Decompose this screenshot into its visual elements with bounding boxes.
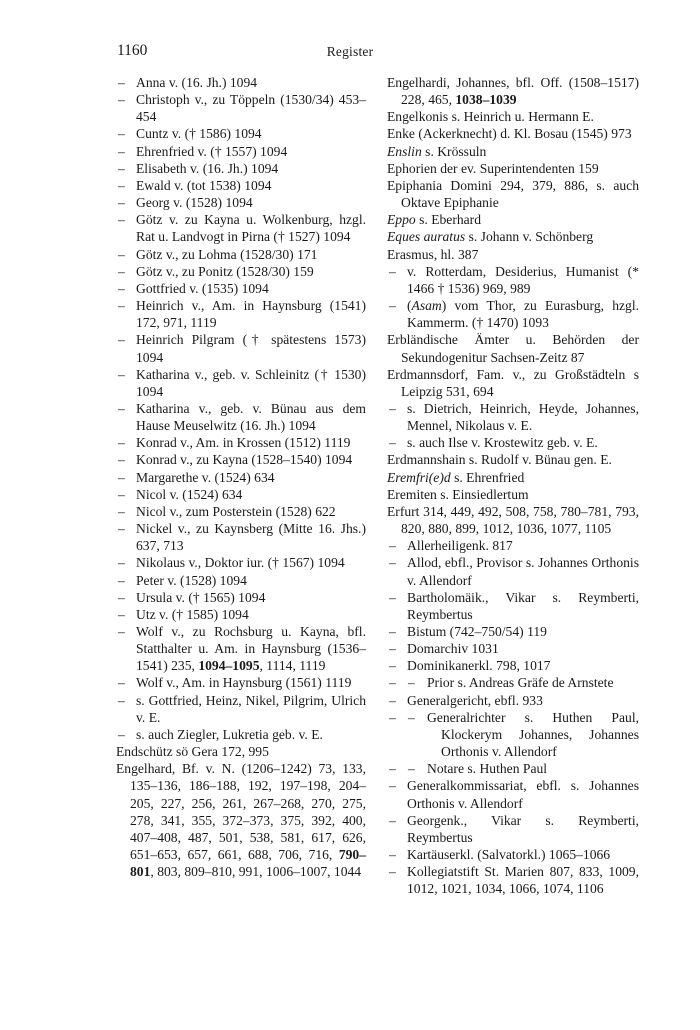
- index-entry: [116, 726, 366, 743]
- index-entry: [116, 263, 366, 280]
- index-entry-text: [136, 555, 345, 570]
- index-entry-text: [116, 744, 269, 759]
- entry-text-segment: ) vom Thor, zu Eurasburg, hzgl. Kammerm. († 1470) 1093: [407, 298, 639, 331]
- index-entry-text: [136, 590, 265, 605]
- index-entry-text: [427, 675, 613, 690]
- index-entry-text: [136, 247, 317, 262]
- index-entry: [387, 709, 639, 760]
- index-entry-text: [136, 624, 366, 673]
- index-entry: [116, 606, 366, 623]
- index-entry: [387, 640, 639, 657]
- index-entry-text: [136, 470, 275, 485]
- index-entry-text: [136, 452, 352, 467]
- index-entry-text: [136, 504, 336, 519]
- entry-text-segment: Götz v., zu Lohma (1528/30) 171: [136, 246, 318, 262]
- index-entry: [116, 366, 366, 400]
- index-entry: [116, 503, 366, 520]
- index-entry-text: [136, 281, 269, 296]
- subentry-dash: –: [118, 332, 125, 348]
- subentry-dash: –: [118, 366, 125, 382]
- subentry-dash: –: [408, 709, 415, 725]
- entry-text-segment: Epiphania Domini 294, 379, 886, s. auch Oktave Epiphanie: [387, 177, 639, 211]
- entry-text-segment: Anna v. (16. Jh.) 1094: [136, 75, 258, 90]
- entry-text-segment: Dominikanerkl. 798, 1017: [407, 658, 551, 674]
- index-entry-text: [387, 367, 639, 399]
- subentry-dash: –: [389, 709, 396, 725]
- entry-text-segment: Ursula v. († 1565) 1094: [136, 589, 266, 605]
- subentry-dash: –: [118, 555, 125, 571]
- index-entry: [387, 366, 639, 400]
- index-entry: [387, 692, 639, 709]
- index-entry: [116, 743, 366, 760]
- subentry-dash: –: [389, 624, 396, 639]
- index-entry: [387, 125, 639, 142]
- entry-text-segment: s. Johann v. Schönberg: [465, 229, 594, 245]
- index-entry: [116, 623, 366, 674]
- entry-text-segment: Heinrich Pilgram († spätestens 1573) 1094: [136, 332, 366, 365]
- subentry-dash: –: [118, 486, 125, 502]
- index-entry-text: [136, 161, 278, 176]
- entry-text-segment: Generalrichter s. Huthen Paul, Klockerym Johannes, Johannes Orthonis v. Allendorf: [427, 709, 639, 760]
- entry-text-segment: , 803, 809–810, 991, 1006–1007, 1044: [150, 864, 362, 880]
- entry-text-segment: Prior s. Andreas Gräfe de Arnstete: [427, 675, 614, 691]
- entry-text-segment: Kollegiatstift St. Marien 807, 833, 1009, 1012, 1021, 1034, 1066, 1074, 1106: [407, 864, 639, 897]
- entry-text-segment: Ehrenfried v. († 1557) 1094: [136, 143, 288, 159]
- entry-text-segment: (: [407, 298, 412, 314]
- index-entry: [116, 572, 366, 589]
- entry-text-segment: , 1114, 1119: [259, 658, 326, 674]
- entry-text-segment: s. Krössuln: [421, 143, 487, 159]
- entry-text-segment: Erdmannshain s. Rudolf v. Bünau gen. E.: [387, 452, 612, 468]
- entry-text-segment: Notare s. Huthen Paul: [427, 761, 548, 777]
- index-entry: [387, 246, 639, 263]
- entry-text-segment: Wolf v., zu Rochsburg u. Kayna, bfl. Statthalter u. Am. in Haynsburg (1536–1541) 235,: [136, 624, 366, 674]
- index-entry-text: [136, 178, 271, 193]
- index-entry-text: [427, 709, 639, 760]
- index-entry: [387, 554, 639, 588]
- subentry-dash: –: [118, 469, 125, 485]
- entry-text-segment: v. Rotterdam, Desiderius, Humanist (* 1466 † 1536) 969, 989: [407, 263, 639, 296]
- subentry-dash: –: [118, 160, 125, 176]
- index-entry-text: [387, 178, 639, 210]
- index-entry-text: [116, 761, 366, 879]
- subentry-dash: –: [118, 589, 125, 605]
- index-entry-text: [136, 75, 257, 90]
- page-number: 1160: [117, 42, 148, 59]
- subentry-dash: –: [389, 692, 396, 708]
- subentry-dash: –: [389, 761, 396, 777]
- index-entry-text: [407, 401, 639, 433]
- entry-text-segment: Elisabeth v. (16. Jh.) 1094: [136, 160, 279, 176]
- index-entry-text: [136, 727, 323, 742]
- entry-text-segment: Peter v. (1528) 1094: [136, 572, 247, 588]
- index-entry: [116, 434, 366, 451]
- subentry-dash: –: [118, 624, 125, 639]
- subentry-dash: –: [389, 555, 396, 571]
- index-entry: [116, 554, 366, 571]
- index-entry: [116, 469, 366, 486]
- index-entry-text: [387, 229, 593, 244]
- entry-text-segment: Margarethe v. (1524) 634: [136, 469, 275, 485]
- subentry-dash: –: [389, 641, 396, 657]
- index-entry-text: [407, 641, 499, 656]
- index-entry-text: [136, 195, 253, 210]
- index-entry: [387, 177, 639, 211]
- subentry-dash: –: [389, 658, 396, 674]
- subentry-dash: –: [118, 143, 125, 159]
- index-entry: [116, 280, 366, 297]
- subentry-dash: –: [118, 75, 125, 90]
- bold-page-ref: 1038–1039: [455, 92, 517, 108]
- index-entry: [116, 91, 366, 125]
- entry-text-segment: Generalgericht, ebfl. 933: [407, 692, 543, 708]
- subentry-dash: –: [389, 675, 396, 691]
- index-entry: [116, 143, 366, 160]
- entry-text-segment: Generalkommissariat, ebfl. s. Johannes Orthonis v. Allendorf: [407, 778, 639, 811]
- index-entry-text: [387, 452, 612, 467]
- italic-term: Eremfri(e)d: [387, 469, 451, 485]
- index-entry: [116, 74, 366, 91]
- index-entry-text: [387, 470, 524, 485]
- index-entry-text: [136, 92, 366, 124]
- entry-text-segment: Cuntz v. († 1586) 1094: [136, 126, 262, 142]
- index-entry: [116, 451, 366, 468]
- index-entry-text: [136, 144, 287, 159]
- index-entry: [387, 400, 639, 434]
- index-entry-text: [136, 675, 351, 690]
- index-entry-text: [136, 435, 350, 450]
- index-entry-text: [407, 435, 598, 450]
- entry-text-segment: Konrad v., Am. in Krossen (1512) 1119: [136, 435, 351, 451]
- index-entry-text: [387, 126, 632, 141]
- index-entry: [387, 434, 639, 451]
- entry-text-segment: Eremiten s. Einsiedlertum: [387, 486, 529, 502]
- entry-text-segment: Nicol v. (1524) 634: [136, 486, 243, 502]
- index-entry-text: [387, 144, 486, 159]
- entry-text-segment: Georgenk., Vikar s. Reymberti, Reymbertus: [407, 812, 639, 845]
- index-entry-text: [387, 75, 639, 107]
- index-entry: [116, 177, 366, 194]
- index-entry-text: [136, 573, 247, 588]
- index-entry: [116, 246, 366, 263]
- subentry-dash: –: [389, 847, 396, 863]
- index-entry: [387, 537, 639, 554]
- entry-text-segment: Katharina v., geb. v. Schleinitz († 1530) 1094: [136, 366, 366, 399]
- index-entry: [387, 623, 639, 640]
- entry-text-segment: Nicol v., zum Posterstein (1528) 622: [136, 503, 336, 519]
- index-entry-text: [136, 367, 366, 399]
- subentry-dash: –: [118, 177, 125, 193]
- index-entry: [387, 863, 639, 897]
- subentry-dash: –: [118, 246, 125, 262]
- entry-text-segment: Götz v. zu Kayna u. Wolkenburg, hzgl. Rat u. Landvogt in Pirna († 1527) 1094: [136, 212, 366, 245]
- index-entry-text: [407, 847, 610, 862]
- subentry-dash: –: [118, 606, 125, 622]
- subentry-dash: –: [118, 280, 125, 296]
- index-entry: [387, 263, 639, 297]
- subentry-dash: –: [389, 400, 396, 416]
- subentry-dash: –: [118, 195, 125, 211]
- index-entry: [387, 589, 639, 623]
- subentry-dash: –: [389, 435, 396, 451]
- entry-text-segment: Bartholomäik., Vikar s. Reymberti, Reymbertus: [407, 589, 639, 622]
- index-entry: [116, 692, 366, 726]
- index-entry-text: [387, 332, 639, 364]
- entry-text-segment: Bistum (742–750/54) 119: [407, 624, 547, 639]
- index-entry: [116, 125, 366, 142]
- subentry-dash: –: [118, 521, 125, 537]
- index-column-right: [387, 74, 639, 898]
- index-entry-text: [136, 693, 366, 725]
- index-entry: [116, 589, 366, 606]
- index-entry: [387, 331, 639, 365]
- index-entry-text: [407, 693, 543, 708]
- entry-text-segment: Erfurt 314, 449, 492, 508, 758, 780–781, 793, 820, 880, 899, 1012, 1036, 1077, 1105: [387, 503, 639, 537]
- index-entry-text: [136, 401, 366, 433]
- index-entry-text: [136, 264, 314, 279]
- entry-text-segment: Georg v. (1528) 1094: [136, 195, 253, 211]
- entry-text-segment: Allerheiligenk. 817: [407, 538, 513, 554]
- entry-text-segment: Katharina v., geb. v. Bünau aus dem Hause Meuselwitz (16. Jh.) 1094: [136, 400, 366, 434]
- subentry-dash: –: [118, 400, 125, 416]
- entry-text-segment: Christoph v., zu Töppeln (1530/34) 453–454: [136, 92, 366, 125]
- entry-text-segment: Utz v. († 1585) 1094: [136, 606, 249, 622]
- index-entry-text: [136, 212, 366, 244]
- subentry-dash: –: [389, 812, 396, 828]
- entry-text-segment: Erasmus, hl. 387: [387, 246, 479, 262]
- italic-term: Asam: [411, 298, 442, 314]
- subentry-dash: –: [118, 263, 125, 279]
- bold-page-ref: 1094–1095: [198, 658, 260, 674]
- entry-text-segment: Gottfried v. (1535) 1094: [136, 280, 269, 296]
- entry-text-segment: Kartäuserkl. (Salvatorkl.) 1065–1066: [407, 847, 611, 863]
- index-entry: [116, 297, 366, 331]
- index-entry: [116, 674, 366, 691]
- subentry-dash: –: [118, 126, 125, 142]
- running-head: Register: [326, 44, 374, 59]
- index-entry: [116, 400, 366, 434]
- subentry-dash: –: [408, 675, 415, 691]
- index-entry-text: [387, 504, 639, 536]
- entry-text-segment: Erdmannsdorf, Fam. v., zu Großstädteln s Leipzig 531, 694: [387, 366, 639, 399]
- index-entry: [387, 486, 639, 503]
- italic-term: Eppo: [387, 212, 416, 228]
- entry-text-segment: s. auch Ilse v. Krostewitz geb. v. E.: [407, 435, 598, 451]
- subentry-dash: –: [118, 726, 125, 742]
- entry-text-segment: Engelhardi, Johannes, bfl. Off. (1508–1517) 228, 465,: [387, 75, 639, 108]
- entry-text-segment: Nikolaus v., Doktor iur. († 1567) 1094: [136, 555, 345, 571]
- entry-text-segment: Konrad v., zu Kayna (1528–1540) 1094: [136, 452, 353, 468]
- index-entry: [387, 108, 639, 125]
- entry-text-segment: Götz v., zu Ponitz (1528/30) 159: [136, 263, 314, 279]
- index-entry-text: [407, 555, 639, 587]
- subentry-dash: –: [118, 692, 125, 708]
- index-entry-text: [387, 161, 599, 176]
- index-entry: [116, 211, 366, 245]
- italic-term: Eques auratus: [387, 229, 466, 245]
- index-entry: [387, 760, 639, 777]
- entry-text-segment: Ephorien der ev. Superintendenten 159: [387, 160, 599, 176]
- index-entry: [387, 228, 639, 245]
- index-entry-text: [407, 538, 513, 553]
- subentry-dash: –: [118, 92, 125, 108]
- italic-term: Enslin: [387, 143, 422, 159]
- index-entry: [387, 846, 639, 863]
- index-entry-text: [407, 590, 639, 622]
- index-entry: [116, 520, 366, 554]
- entry-text-segment: Endschütz sö Gera 172, 995: [116, 744, 269, 760]
- index-entry: [387, 297, 639, 331]
- entry-text-segment: s. auch Ziegler, Lukretia geb. v. E.: [136, 726, 323, 742]
- index-entry: [387, 451, 639, 468]
- index-entry-text: [387, 212, 481, 227]
- subentry-dash: –: [118, 572, 125, 588]
- entry-text-segment: Nickel v., zu Kaynsberg (Mitte 16. Jhs.) 637, 713: [136, 521, 366, 554]
- subentry-dash: –: [389, 589, 396, 605]
- index-entry: [387, 657, 639, 674]
- index-entry: [387, 211, 639, 228]
- entry-text-segment: Erbländische Ämter u. Behörden der Sekundogenitur Sachsen-Zeitz 87: [387, 332, 639, 365]
- subentry-dash: –: [389, 263, 396, 279]
- subentry-dash: –: [118, 212, 125, 228]
- index-entry-text: [136, 607, 249, 622]
- subentry-dash: –: [118, 452, 125, 468]
- index-entry: [116, 331, 366, 365]
- entry-text-segment: Heinrich v., Am. in Haynsburg (1541) 172, 971, 1119: [136, 298, 366, 331]
- subentry-dash: –: [389, 778, 396, 794]
- index-entry: [116, 194, 366, 211]
- index-entry-text: [387, 109, 594, 124]
- index-entry: [387, 503, 639, 537]
- index-entry-text: [136, 126, 262, 141]
- index-entry-text: [136, 332, 366, 364]
- entry-text-segment: Allod, ebfl., Provisor s. Johannes Orthonis v. Allendorf: [407, 555, 639, 588]
- index-entry: [116, 486, 366, 503]
- entry-text-segment: s. Gottfried, Heinz, Nikel, Pilgrim, Ulrich v. E.: [136, 692, 366, 725]
- subentry-dash: –: [389, 538, 396, 554]
- index-entry-text: [136, 298, 366, 330]
- index-entry-text: [387, 487, 529, 502]
- index-column-left: [116, 74, 366, 880]
- entry-text-segment: Domarchiv 1031: [407, 641, 499, 657]
- index-entry-text: [427, 761, 547, 776]
- index-entry: [387, 469, 639, 486]
- index-entry-text: [136, 487, 242, 502]
- entry-text-segment: Engelhard, Bf. v. N. (1206–1242) 73, 133, 135–136, 186–188, 192, 197–198, 204–205, 227, 256, 261, 267–268, 270, 275, 278, 341, 355, 372–373, 375, 392, 400, 407–408, 487, 501, 538, 581, 617, 626, 651–653, 657, 661, 688, 706, 716,: [116, 761, 366, 863]
- entry-text-segment: Engelkonis s. Heinrich u. Hermann E.: [387, 109, 594, 125]
- entry-text-segment: s. Dietrich, Heinrich, Heyde, Johannes, Mennel, Nikolaus v. E.: [407, 400, 639, 434]
- index-entry-text: [407, 813, 639, 845]
- entry-text-segment: s. Ehrenfried: [450, 469, 525, 485]
- subentry-dash: –: [118, 503, 125, 519]
- entry-text-segment: Enke (Ackerknecht) d. Kl. Bosau (1545) 973: [387, 126, 632, 142]
- entry-text-segment: Wolf v., Am. in Haynsburg (1561) 1119: [136, 675, 352, 691]
- bold-page-ref: 790–801: [130, 847, 366, 880]
- subentry-dash: –: [389, 298, 396, 314]
- entry-text-segment: Ewald v. (tot 1538) 1094: [136, 177, 272, 193]
- index-entry: [387, 143, 639, 160]
- subentry-dash: –: [118, 675, 125, 691]
- subentry-dash: –: [389, 864, 396, 880]
- index-entry: [116, 760, 366, 880]
- index-entry: [387, 160, 639, 177]
- index-entry-text: [407, 864, 639, 896]
- index-entry-text: [407, 778, 639, 810]
- index-entry-text: [407, 658, 550, 673]
- index-entry: [387, 674, 639, 691]
- subentry-dash: –: [408, 761, 415, 777]
- index-entry: [387, 812, 639, 846]
- index-entry-text: [407, 624, 547, 639]
- subentry-dash: –: [118, 298, 125, 314]
- index-entry-text: [407, 264, 639, 296]
- index-entry-text: [407, 298, 639, 330]
- index-entry: [387, 777, 639, 811]
- index-entry-text: [387, 247, 478, 262]
- index-entry-text: [136, 521, 366, 553]
- entry-text-segment: s. Eberhard: [415, 212, 482, 228]
- index-entry: [387, 74, 639, 108]
- index-entry: [116, 160, 366, 177]
- subentry-dash: –: [118, 435, 125, 451]
